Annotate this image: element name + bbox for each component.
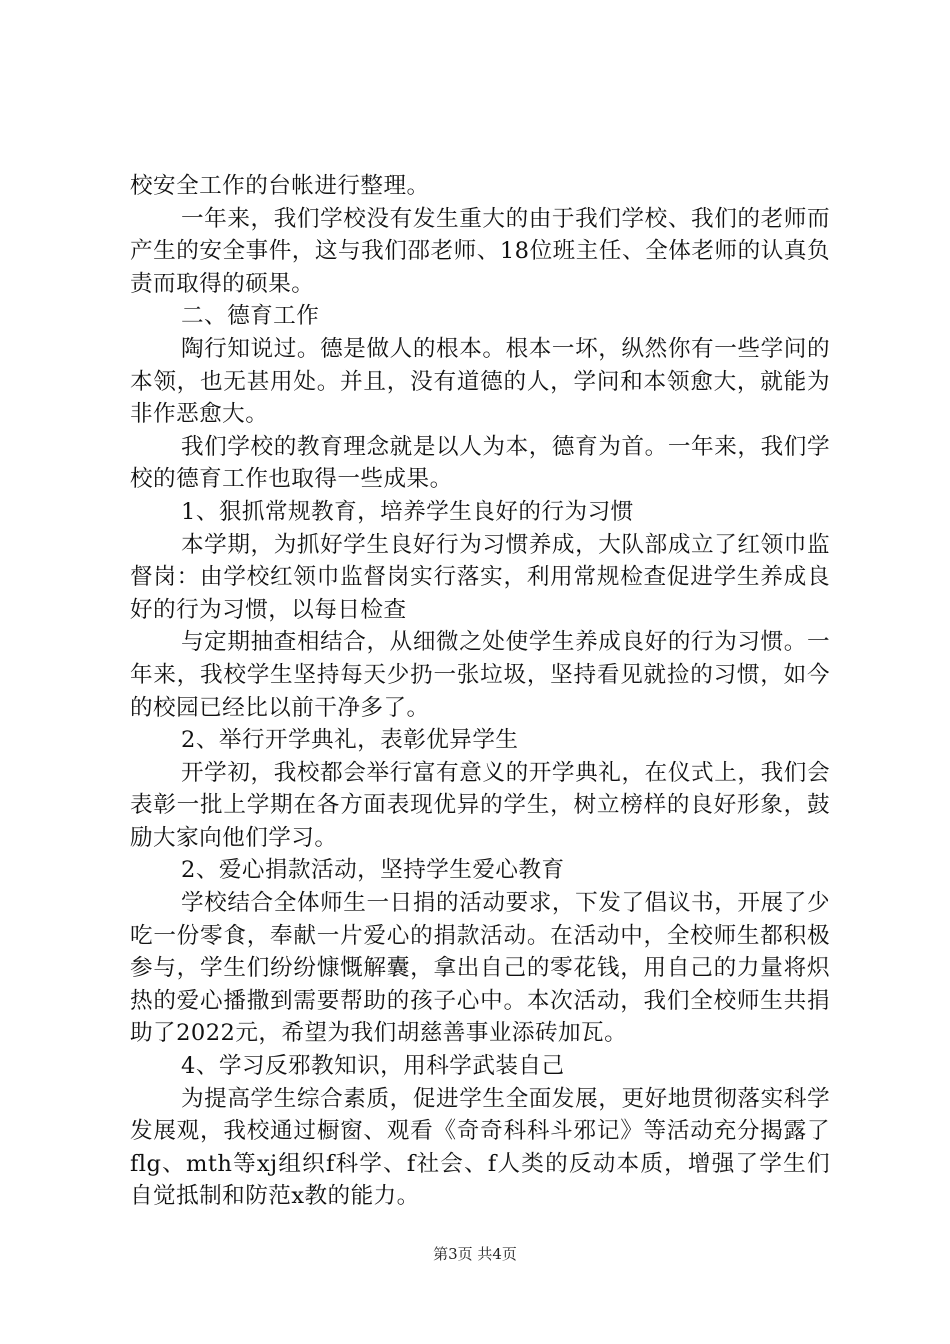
subheading-1: 1、狠抓常规教育，培养学生良好的行为习惯: [181, 498, 634, 525]
subheading-2: 2、举行开学典礼，表彰优异学生: [181, 727, 519, 754]
document-body: [130, 170, 830, 1213]
paragraph-2: 一年来，我们学校没有发生重大的由于我们学校、我们的老师而产生的安全事件，这与我们邵老师、18位班主任、全体老师的认真负责而取得的硕果。: [130, 205, 830, 297]
paragraph-8: 与定期抽查相结合，从细微之处使学生养成良好的行为习惯。一年来，我校学生坚持每天少扔一张垃圾，坚持看见就捡的习惯，如今的校园已经比以前干净多了。: [130, 629, 830, 721]
paragraph-4: 陶行知说过。德是做人的根本。根本一坏，纵然你有一些学问的本领，也无甚用处。并且，没有道德的人，学问和本领愈大，就能为非作恶愈大。: [130, 335, 830, 428]
subheading-4: 4、学习反邪教知识，用科学武装自己: [181, 1053, 565, 1080]
paragraph-12: 学校结合全体师生一日捐的活动要求，下发了倡议书，开展了少吃一份零食，奉献一片爱心的捐款活动。在活动中，全校师生都积极参与，学生们纷纷慷慨解囊，拿出自己的零花钱，用自己的力量将炽热的爱心播撒到需要帮助的孩子心中。本次活动，我们全校师生共捐助了2022元，希望为我们胡慈善事业添砖加瓦。: [130, 890, 830, 1047]
page-number-label: 第3页 共4页: [433, 1245, 517, 1263]
paragraph-7: 本学期，为抓好学生良好行为习惯养成，大队部成立了红领巾监督岗：由学校红领巾监督岗实行落实，利用常规检查促进学生养成良好的行为习惯，以每日检查: [130, 531, 830, 623]
paragraph-10: 开学初，我校都会举行富有意义的开学典礼，在仪式上，我们会表彰一批上学期在各方面表现优异的学生，树立榜样的良好形象，鼓励大家向他们学习。: [130, 759, 830, 851]
paragraph-5: 我们学校的教育理念就是以人为本，德育为首。一年来，我们学校的德育工作也取得一些成果。: [130, 433, 830, 493]
page-footer: [0, 1243, 950, 1264]
paragraph-14: 为提高学生综合素质，促进学生全面发展，更好地贯彻落实科学发展观，我校通过橱窗、观看《奇奇科科斗邪记》等活动充分揭露了flg、mth等xj组织f科学、f社会、f人类的反动本质，增强了学生们自觉抵制和防范x教的能力。: [130, 1085, 830, 1210]
subheading-3: 2、爱心捐款活动，坚持学生爱心教育: [181, 857, 565, 884]
section-heading-moral-education: 二、德育工作: [181, 303, 320, 330]
paragraph-1: 校安全工作的台帐进行整理。: [130, 173, 430, 199]
